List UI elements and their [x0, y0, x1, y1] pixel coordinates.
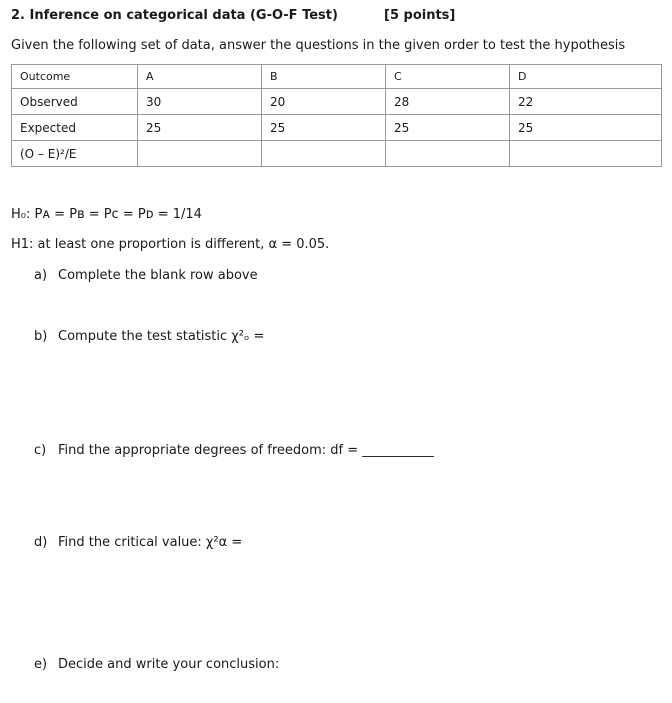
expected-a: 25 [138, 115, 262, 141]
question-d-label: d) [34, 535, 48, 550]
row-label-contribution: (O – E)²/E [12, 141, 138, 167]
data-table [11, 64, 662, 167]
column-header-c: C [386, 65, 510, 89]
row-label-expected: Expected [12, 115, 138, 141]
observed-c: 28 [386, 89, 510, 115]
question-d [34, 535, 242, 550]
table-row-outcome [12, 65, 662, 89]
alternative-hypothesis: H1: at least one proportion is different, α = 0.05. [11, 237, 330, 252]
column-header-d: D [510, 65, 662, 89]
question-e-text: Decide and write your conclusion: [58, 657, 280, 672]
question-title: 2. Inference on categorical data (G-O-F Test) [11, 8, 338, 23]
instructions-text: Given the following set of data, answer the questions in the given order to test the hypothesis [11, 38, 626, 53]
table-row-contribution [12, 141, 662, 167]
question-e-label: e) [34, 657, 48, 672]
expected-b: 25 [262, 115, 386, 141]
contribution-a-blank[interactable] [138, 141, 262, 167]
table-row-observed [12, 89, 662, 115]
points-label: [5 points] [384, 8, 456, 23]
question-b [34, 329, 264, 344]
question-b-text: Compute the test statistic χ²ₒ = [58, 329, 265, 344]
column-header-b: B [262, 65, 386, 89]
null-hypothesis: H₀: Pᴀ = Pʙ = Pᴄ = Pᴅ = 1/14 [11, 207, 202, 222]
row-label-outcome: Outcome [12, 65, 138, 89]
column-header-a: A [138, 65, 262, 89]
question-a [34, 268, 258, 283]
question-a-label: a) [34, 268, 48, 283]
question-c [34, 443, 434, 458]
contribution-d-blank[interactable] [510, 141, 662, 167]
question-c-text: Find the appropriate degrees of freedom: df = ___________ [58, 443, 434, 458]
contribution-c-blank[interactable] [386, 141, 510, 167]
contribution-b-blank[interactable] [262, 141, 386, 167]
row-label-observed: Observed [12, 89, 138, 115]
question-b-label: b) [34, 329, 48, 344]
observed-a: 30 [138, 89, 262, 115]
question-e [34, 657, 279, 672]
question-a-text: Complete the blank row above [58, 268, 258, 283]
expected-c: 25 [386, 115, 510, 141]
expected-d: 25 [510, 115, 662, 141]
observed-b: 20 [262, 89, 386, 115]
table-row-expected [12, 115, 662, 141]
question-c-label: c) [34, 443, 47, 458]
observed-d: 22 [510, 89, 662, 115]
question-d-text: Find the critical value: χ²α = [58, 535, 243, 550]
